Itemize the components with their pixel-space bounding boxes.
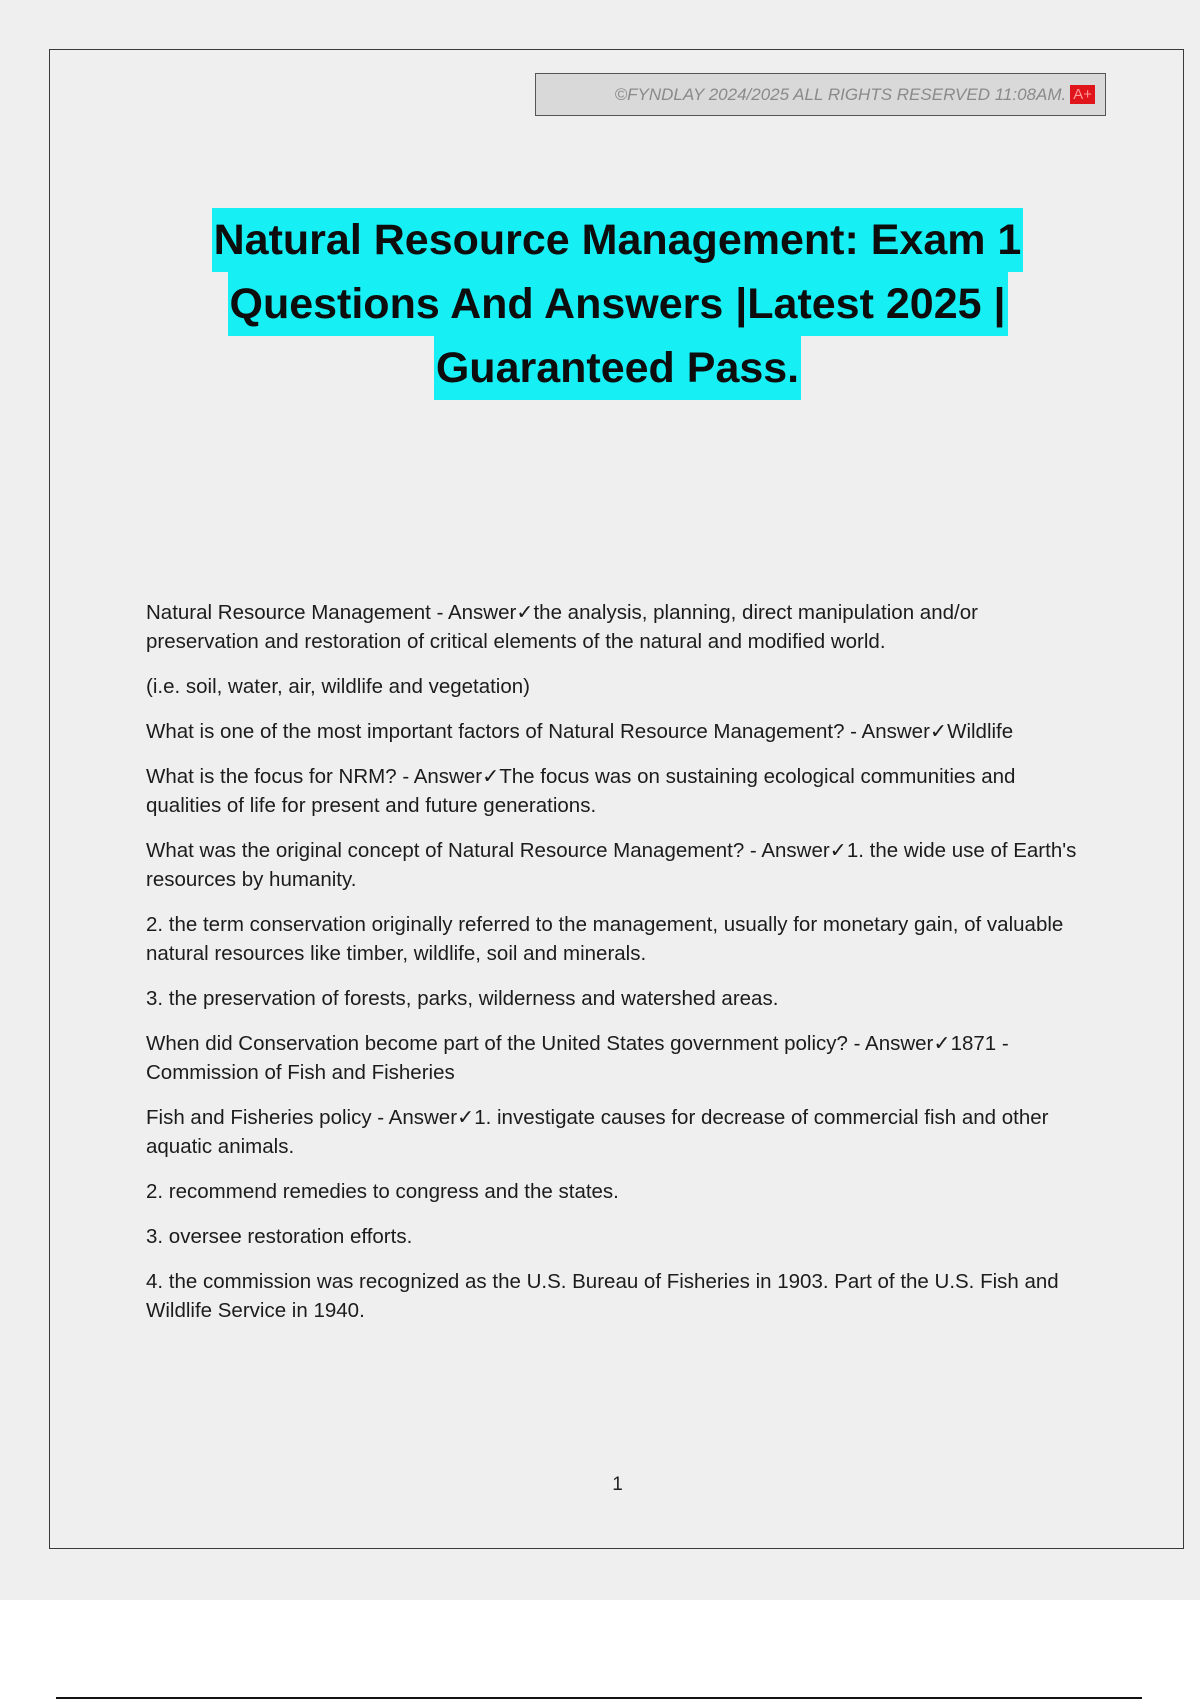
paragraph: 3. the preservation of forests, parks, wilderness and watershed areas. xyxy=(146,987,779,1010)
title-line-1: Natural Resource Management: Exam 1 xyxy=(212,208,1024,272)
title-line-2: Questions And Answers |Latest 2025 | xyxy=(228,272,1008,336)
paragraph: What was the original concept of Natural Resource Management? - Answer✓1. the wide use of Earth's resources by humanity. xyxy=(146,839,1077,891)
grade-badge: A+ xyxy=(1070,85,1095,104)
paragraph: What is one of the most important factors of Natural Resource Management? - Answer✓Wildlife xyxy=(146,720,1014,743)
paragraph: 2. the term conservation originally referred to the management, usually for monetary gain, of valuable natural resources like timber, wildlife, soil and minerals. xyxy=(146,913,1064,965)
paragraph: 2. recommend remedies to congress and the states. xyxy=(146,1180,619,1203)
copyright-header xyxy=(535,73,1106,116)
paragraph: 4. the commission was recognized as the U.S. Bureau of Fisheries in 1903. Part of the U.S. Fish and Wildlife Service in 1940. xyxy=(146,1270,1059,1322)
document-body xyxy=(146,598,1096,1341)
paragraph: Fish and Fisheries policy - Answer✓1. investigate causes for decrease of commercial fish and other aquatic animals. xyxy=(146,1106,1049,1158)
paragraph: When did Conservation become part of the United States government policy? - Answer✓1871 - Commission of Fish and Fisheries xyxy=(146,1032,1009,1084)
document-title xyxy=(140,208,1095,400)
paragraph: 3. oversee restoration efforts. xyxy=(146,1225,413,1248)
paragraph: (i.e. soil, water, air, wildlife and vegetation) xyxy=(146,675,530,698)
page-number: 1 xyxy=(612,1474,623,1495)
paragraph: Natural Resource Management - Answer✓the analysis, planning, direct manipulation and/or preservation and restoration of critical elements of the natural and modified world. xyxy=(146,601,978,653)
divider xyxy=(56,1697,1142,1699)
copyright-text: ©FYNDLAY 2024/2025 ALL RIGHTS RESERVED 11:08AM. xyxy=(614,84,1067,104)
title-line-3: Guaranteed Pass. xyxy=(434,336,801,400)
paragraph: What is the focus for NRM? - Answer✓The focus was on sustaining ecological communities and qualities of life for present and future generations. xyxy=(146,765,1016,817)
